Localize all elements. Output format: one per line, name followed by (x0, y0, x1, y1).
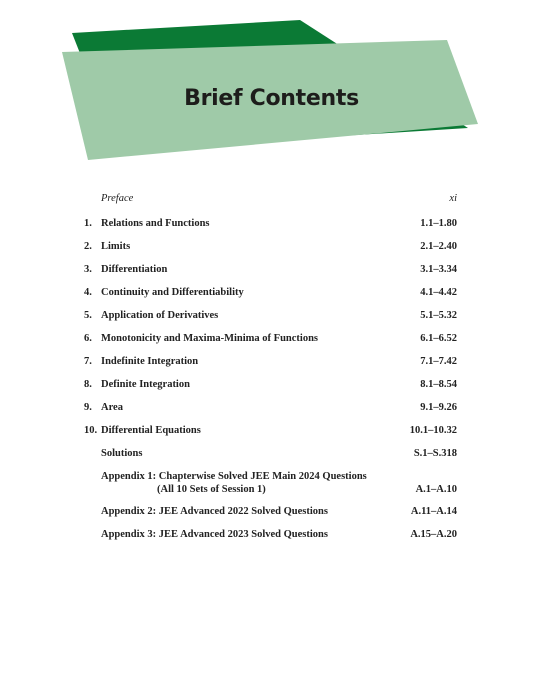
chapter-number: 9. (84, 402, 92, 413)
chapter-pages: 1.1–1.80 (420, 218, 457, 229)
chapter-title: Continuity and Differentiability (101, 287, 244, 298)
chapter-title: Differentiation (101, 264, 168, 275)
chapter-title: Relations and Functions (101, 218, 210, 229)
toc-preface-label: Preface (101, 193, 134, 204)
appendix-title-line: Appendix 1: Chapterwise Solved JEE Main 2024 Questions (101, 471, 367, 482)
chapter-pages: 3.1–3.34 (420, 264, 457, 275)
page-title: Brief Contents (184, 86, 359, 111)
chapter-pages: 8.1–8.54 (420, 379, 457, 390)
appendix-title: Appendix 2: JEE Advanced 2022 Solved Questions (101, 506, 328, 517)
chapter-pages: 4.1–4.42 (420, 287, 457, 298)
chapter-title: Application of Derivatives (101, 310, 219, 321)
chapter-number: 10. (84, 425, 98, 436)
chapter-title: Limits (101, 241, 131, 252)
chapter-title: Indefinite Integration (101, 356, 199, 367)
chapter-pages: 10.1–10.32 (409, 425, 457, 436)
chapter-title: Definite Integration (101, 379, 190, 390)
chapter-pages: 6.1–6.52 (420, 333, 457, 344)
chapter-pages: 7.1–7.42 (420, 356, 457, 367)
appendix-title (101, 470, 367, 496)
chapter-number: 4. (84, 287, 92, 298)
appendix-pages: A.1–A.10 (415, 484, 457, 495)
chapter-number: 5. (84, 310, 92, 321)
appendix-pages: A.15–A.20 (410, 529, 457, 540)
chapter-number: 8. (84, 379, 92, 390)
chapter-number: 7. (84, 356, 92, 367)
chapter-pages: 2.1–2.40 (420, 241, 457, 252)
chapter-title: Monotonicity and Maxima-Minima of Functions (101, 333, 318, 344)
chapter-number: 1. (84, 218, 92, 229)
chapter-pages: 9.1–9.26 (420, 402, 457, 413)
toc-preface-page: xi (449, 193, 457, 204)
appendix-pages: A.11–A.14 (410, 506, 457, 517)
chapter-number: 6. (84, 333, 92, 344)
solutions-title: Solutions (101, 448, 143, 459)
appendix-subtitle: (All 10 Sets of Session 1) (157, 484, 266, 495)
appendix-title: Appendix 3: JEE Advanced 2023 Solved Questions (101, 529, 328, 540)
chapter-number: 2. (84, 241, 92, 252)
solutions-pages: S.1–S.318 (413, 448, 457, 459)
chapter-number: 3. (84, 264, 92, 275)
chapter-title: Differential Equations (101, 425, 201, 436)
chapter-title: Area (101, 402, 123, 413)
chapter-pages: 5.1–5.32 (420, 310, 457, 321)
